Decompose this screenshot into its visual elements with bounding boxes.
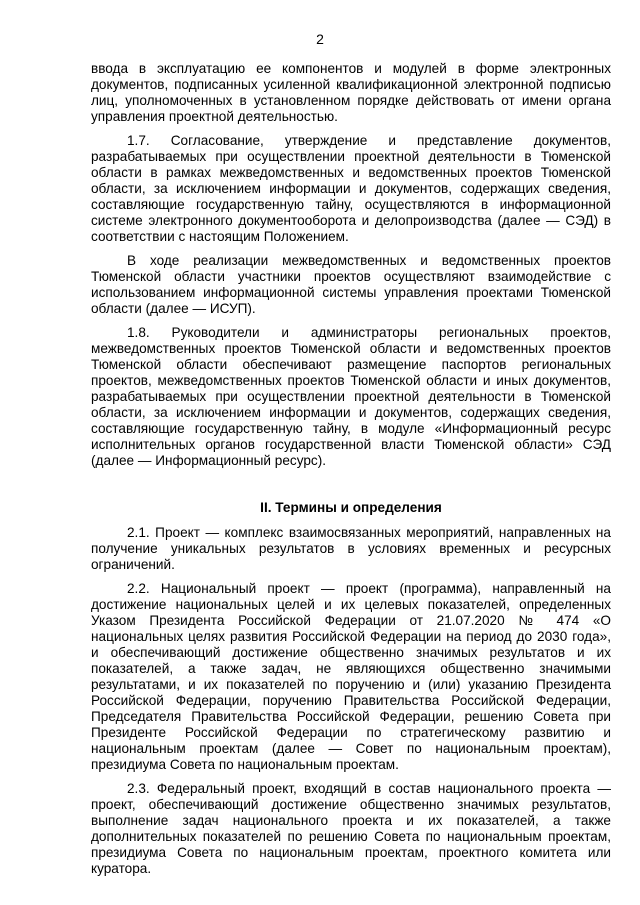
paragraph-1-8: 1.8. Руководители и администраторы региональных проектов, межведомственных проектов Тюменской области и ведомственных проектов Тюменской области обеспечивают размещение паспортов региональных проектов, межведомственных проектов Тюменской области и иных документов, разрабатываемых при осуществлении проектной деятельности в Тюменской области, за исключением информации и документов, содержащих сведения, составляющие государственную тайну, в модуле «Информационный ресурс исполнительных органов государственной власти Тюменской области» СЭД (далее — Информационный ресурс). xyxy=(91,325,611,468)
document-body xyxy=(91,61,611,877)
paragraph-continuation: ввода в эксплуатацию ее компонентов и модулей в форме электронных документов, подписанных усиленной квалификационной электронной подписью лиц, уполномоченных в установленном порядке действовать от имени органа управления проектной деятельностью. xyxy=(91,61,611,124)
paragraph-2-1: 2.1. Проект — комплекс взаимосвязанных мероприятий, направленных на получение уникальных результатов в условиях временных и ресурсных ограничений. xyxy=(91,525,611,572)
section-title: II. Термины и определения xyxy=(260,500,442,515)
paragraph-1-7: 1.7. Согласование, утверждение и представление документов, разрабатываемых при осуществлении проектной деятельности в Тюменской области в рамках межведомственных и ведомственных проектов Тюменской области, за исключением информации и документов, содержащих сведения, составляющие государственную тайну, осуществляются в информационной системе электронного документооборота и делопроизводства (далее — СЭД) в соответствии с настоящим Положением. xyxy=(91,133,611,244)
paragraph-2-3: 2.3. Федеральный проект, входящий в состав национального проекта — проект, обеспечивающий достижение общественно значимых результатов, выполнение задач национального проекта и их показателей, а также дополнительных показателей по решению Совета по национальным проектам, президиума Совета по национальным проектам, проектного комитета или куратора. xyxy=(91,781,611,876)
page-number: 2 xyxy=(316,31,324,47)
paragraph-isup: В ходе реализации межведомственных и ведомственных проектов Тюменской области участники проектов осуществляют взаимодействие с использованием информационной системы управления проектами Тюменской области (далее — ИСУП). xyxy=(91,253,611,316)
paragraph-2-2: 2.2. Национальный проект — проект (программа), направленный на достижение национальных целей и их целевых показателей, определенных Указом Президента Российской Федерации от 21.07.2020 № 474 «О национальных целях развития Российской Федерации на период до 2030 года», и обеспечивающий достижение общественно значимых результатов и их показателей, а также задач, не являющихся общественно значимыми результатами, и их показателей по поручению и (или) указанию Президента Российской Федерации, поручению Правительства Российской Федерации, Председателя Правительства Российской Федерации, решению Совета при Президенте Российской Федерации по стратегическому развитию и национальным проектам (далее — Совет по национальным проектам), президиума Совета по национальным проектам. xyxy=(91,581,611,772)
